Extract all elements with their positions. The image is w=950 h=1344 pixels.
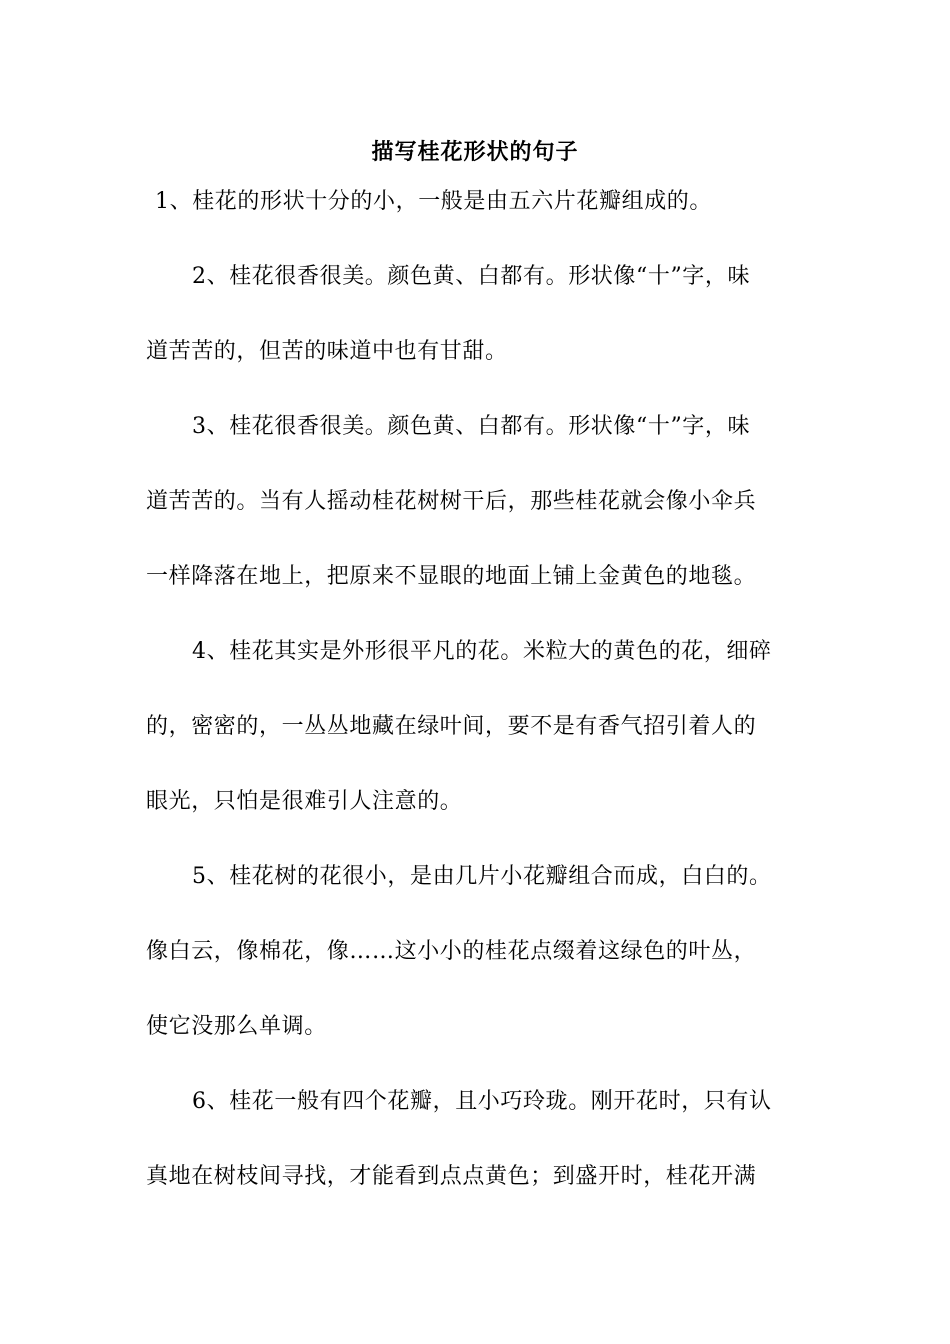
text-line: 的，密密的，一丛丛地藏在绿叶间，要不是有香气招引着人的 [146, 714, 757, 739]
text-line: 2、桂花很香很美。颜色黄、白都有。形状像“十”字，味 [192, 264, 751, 289]
text-line: 3、桂花很香很美。颜色黄、白都有。形状像“十”字，味 [192, 414, 751, 439]
text-line: 道苦苦的。当有人摇动桂花树树干后，那些桂花就会像小伞兵 [146, 489, 757, 514]
text-line: 真地在树枝间寻找，才能看到点点黄色；到盛开时，桂花开满 [146, 1164, 757, 1189]
text-line: 道苦苦的，但苦的味道中也有甘甜。 [146, 339, 508, 364]
text-line: 一样降落在地上，把原来不显眼的地面上铺上金黄色的地毯。 [146, 564, 757, 589]
document-title: 描写桂花形状的句子 [371, 139, 579, 165]
text-line: 眼光，只怕是很难引人注意的。 [146, 789, 463, 814]
text-line: 1、桂花的形状十分的小，一般是由五六片花瓣组成的。 [155, 189, 712, 214]
text-line: 5、桂花树的花很小，是由几片小花瓣组合而成，白白的。 [192, 864, 772, 889]
text-line: 6、桂花一般有四个花瓣，且小巧玲珑。刚开花时，只有认 [192, 1089, 772, 1114]
text-line: 像白云，像棉花，像……这小小的桂花点缀着这绿色的叶丛， [146, 939, 757, 964]
text-line: 使它没那么单调。 [146, 1014, 327, 1039]
text-line: 4、桂花其实是外形很平凡的花。米粒大的黄色的花，细碎 [192, 639, 772, 664]
